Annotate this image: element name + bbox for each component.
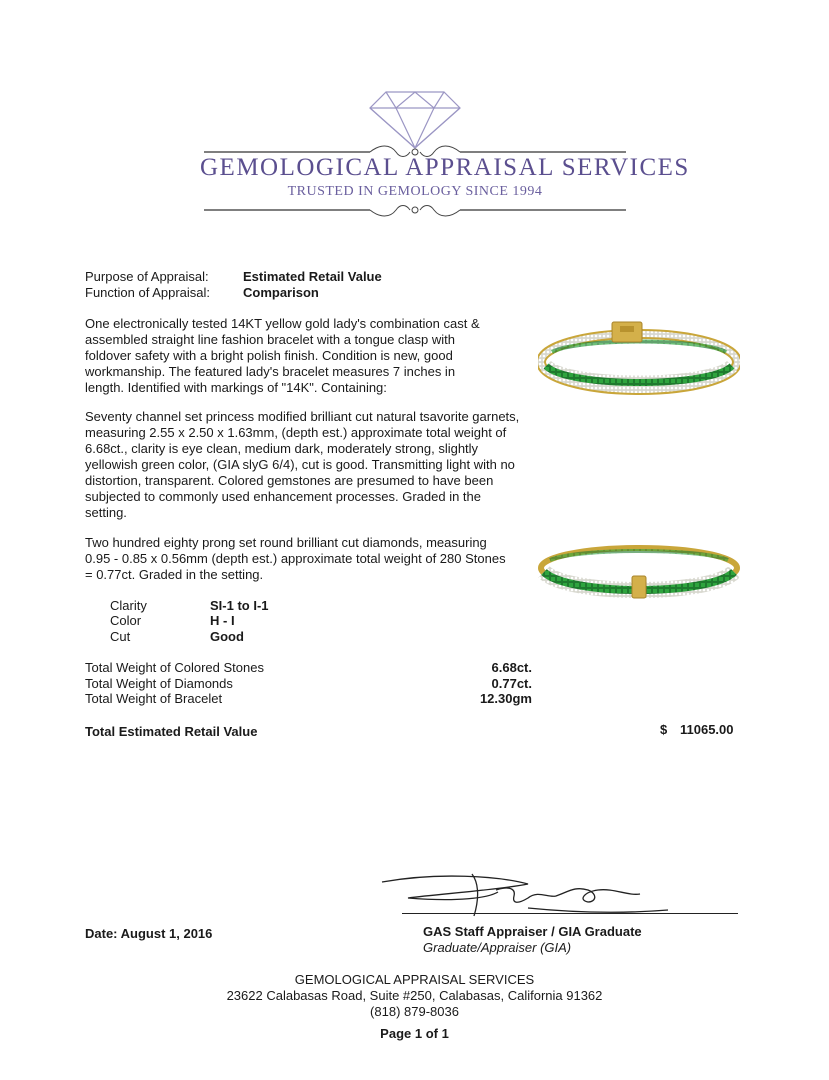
retail-amount: 11065.00 [680, 722, 734, 737]
signature-line [402, 913, 738, 914]
total-label-colored-stones: Total Weight of Colored Stones [85, 660, 264, 675]
footer-company: GEMOLOGICAL APPRAISAL SERVICES [294, 972, 535, 987]
grade-label-color: Color [110, 613, 142, 628]
bracelet-image-top [538, 318, 740, 396]
grade-value-color: H - I [210, 613, 235, 628]
appraisal-date: Date: August 1, 2016 [85, 926, 213, 941]
retail-value-label: Total Estimated Retail Value [85, 724, 258, 739]
total-label-diamonds: Total Weight of Diamonds [85, 676, 233, 691]
grade-label-clarity: Clarity [110, 598, 147, 613]
grade-value-clarity: SI-1 to I-1 [210, 598, 269, 613]
total-label-bracelet: Total Weight of Bracelet [85, 691, 223, 706]
description-paragraph-1: One electronically tested 14KT yellow gold lady's combination cast & assembled straight line fashion bracelet with a tongue clasp with foldover safety with a bright polish finish. Condition is new, good workmanship. The featured lady's bracelet measures 7 inches in length. Identified with markings of "14K". Containing: [85, 316, 480, 395]
bottom-flourish-icon [200, 198, 630, 222]
retail-currency: $ [660, 722, 668, 737]
brand-name: GEMOLOGICAL APPRAISAL SERVICES [200, 154, 690, 181]
total-value-bracelet: 12.30gm [479, 691, 532, 706]
bracelet-image-bottom [538, 540, 740, 602]
description-paragraph-3: Two hundred eighty prong set round brilliant cut diamonds, measuring 0.95 - 0.85 x 0.56mm (depth est.) approximate total weight of 280 Stones = 0.77ct. Graded in the setting. [85, 535, 506, 582]
total-value-diamonds: 0.77ct. [491, 676, 532, 691]
brand-tagline: TRUSTED IN GEMOLOGY SINCE 1994 [287, 184, 543, 199]
description-paragraph-2: Seventy channel set princess modified brilliant cut natural tsavorite garnets, measuring 2.55 x 2.50 x 1.63mm, (depth est.) approximate total weight of 6.68ct., clarity is eye clean, medium dark, moderately strong, slightly yellowish green color, (GIA slyG 6/4), cut is good. Transmitting light with no distortion, transparent. Colored gemstones are presumed to have been subjected to commonly used enhancement processes. Graded in the setting. [85, 409, 520, 520]
footer-phone: (818) 879-8036 [370, 1004, 459, 1019]
total-value-colored-stones: 6.68ct. [491, 660, 532, 675]
grade-value-cut: Good [210, 629, 244, 644]
page-number: Page 1 of 1 [380, 1026, 449, 1041]
appraiser-title: GAS Staff Appraiser / GIA Graduate [423, 924, 642, 939]
grade-label-cut: Cut [110, 629, 131, 644]
purpose-label: Purpose of Appraisal: [85, 269, 209, 284]
footer-address: 23622 Calabasas Road, Suite #250, Calabasas, California 91362 [226, 988, 603, 1003]
function-value: Comparison [243, 285, 319, 300]
function-label: Function of Appraisal: [85, 285, 211, 300]
purpose-value: Estimated Retail Value [243, 269, 382, 284]
appraiser-subtitle: Graduate/Appraiser (GIA) [423, 940, 572, 955]
